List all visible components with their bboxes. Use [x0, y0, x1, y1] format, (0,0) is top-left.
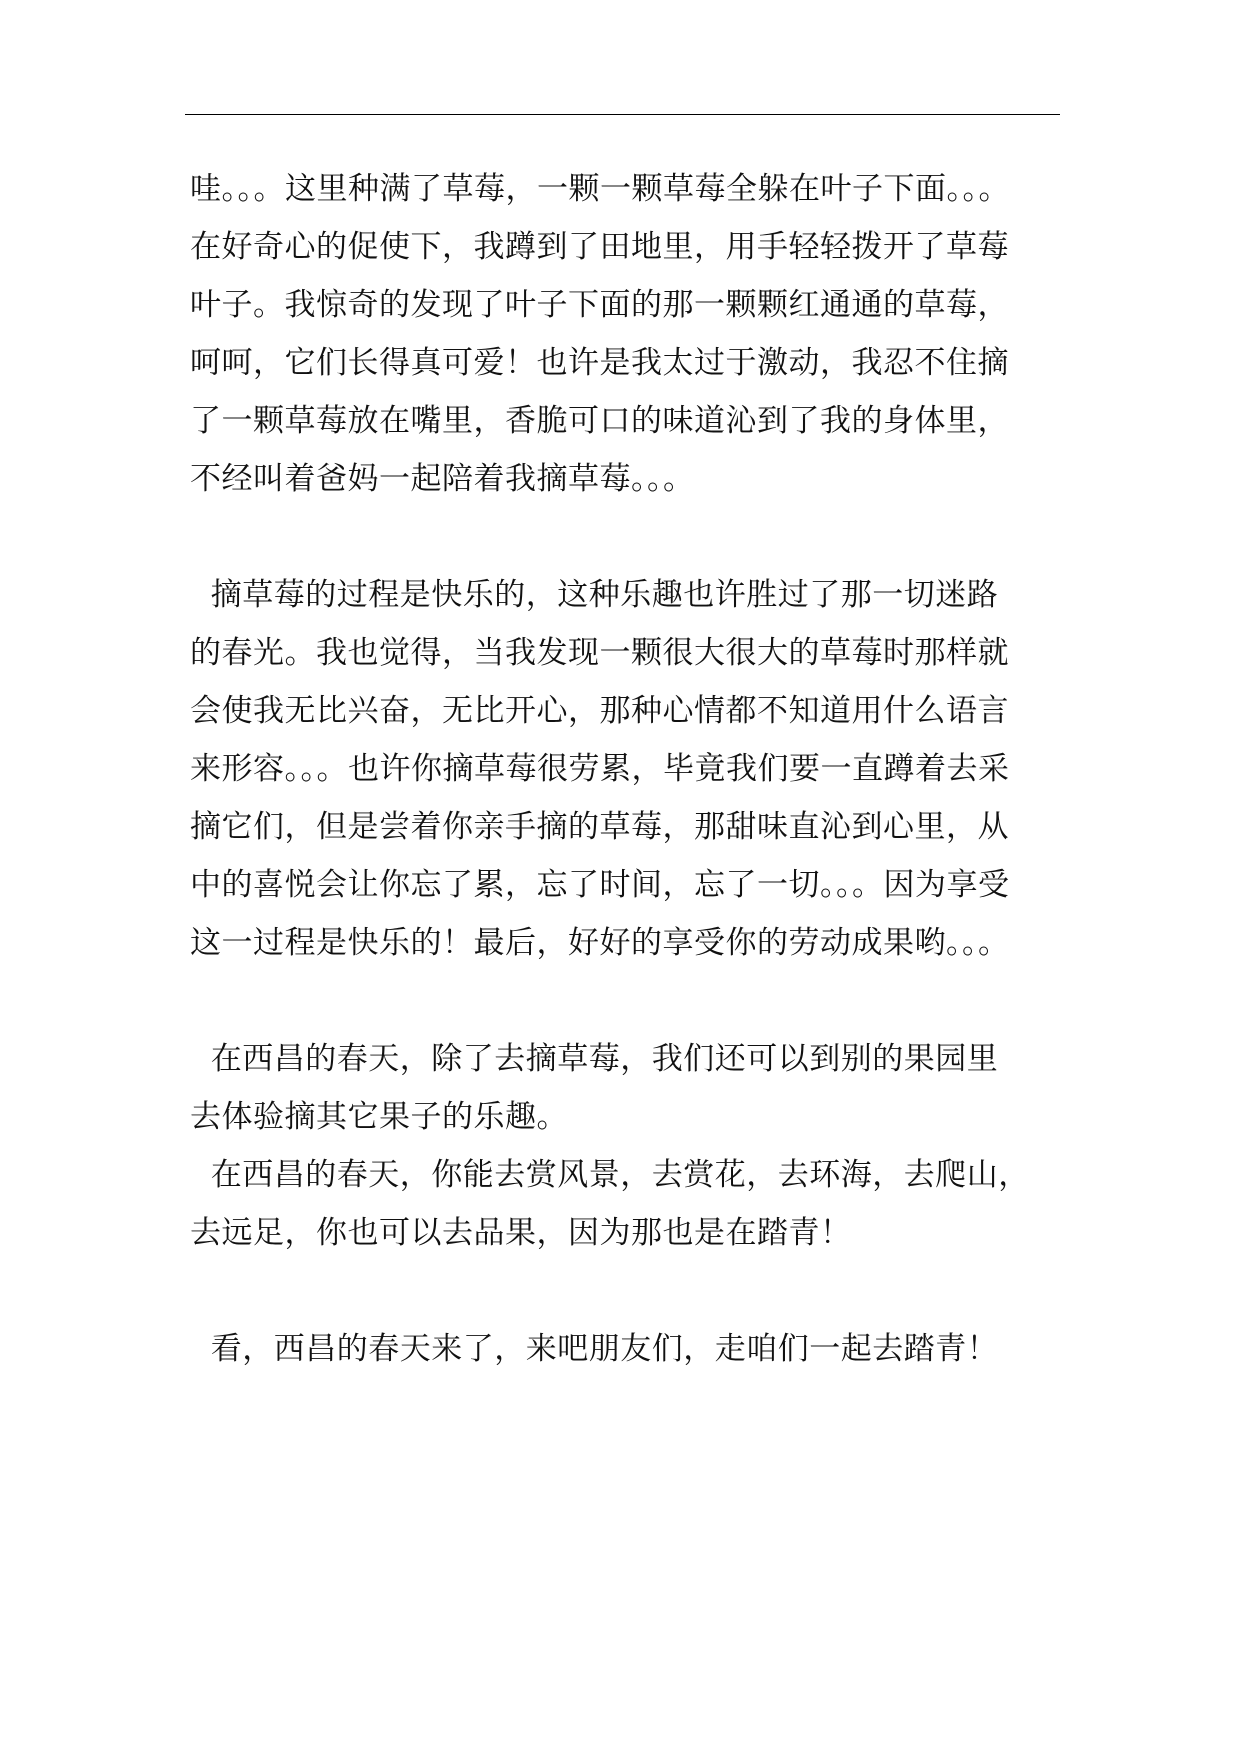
text-line: 这一过程是快乐的！最后，好好的享受你的劳动成果哟。。。 [190, 925, 1010, 961]
text-line: 摘它们，但是尝着你亲手摘的草莓，那甜味直沁到心里，从 [190, 809, 1009, 845]
text-line: 去体验摘其它果子的乐趣。 [190, 1099, 568, 1135]
paragraph-gap [190, 972, 1060, 1030]
text-line: 了一颗草莓放在嘴里，香脆可口的味道沁到了我的身体里， [190, 403, 1009, 439]
paragraph-4 [190, 1320, 1060, 1378]
paragraph-gap [190, 1262, 1060, 1320]
text-line: 哇。。。这里种满了草莓，一颗一颗草莓全躲在叶子下面。。。 [190, 171, 1010, 207]
text-line: 会使我无比兴奋，无比开心，那种心情都不知道用什么语言 [190, 693, 1009, 729]
text-line: 来形容。。。也许你摘草莓很劳累，毕竟我们要一直蹲着去采 [190, 751, 1010, 787]
text-line: 摘草莓的过程是快乐的，这种乐趣也许胜过了那一切迷路 [190, 577, 999, 613]
document-body [190, 160, 1060, 1378]
paragraph-1 [190, 160, 1060, 508]
paragraph-gap [190, 508, 1060, 566]
text-line: 中的喜悦会让你忘了累，忘了时间，忘了一切。。。因为享受 [190, 867, 1010, 903]
text-line: 看，西昌的春天来了，来吧朋友们，走咱们一起去踏青！ [190, 1331, 999, 1367]
text-line: 不经叫着爸妈一起陪着我摘草莓。。。 [190, 461, 695, 497]
text-line: 叶子。我惊奇的发现了叶子下面的那一颗颗红通通的草莓， [190, 287, 1009, 323]
text-line: 的春光。我也觉得，当我发现一颗很大很大的草莓时那样就 [190, 635, 1009, 671]
paragraph-3 [190, 1030, 1060, 1262]
text-line: 在西昌的春天，你能去赏风景，去赏花，去环海，去爬山， [190, 1157, 1030, 1193]
text-line: 去远足，你也可以去品果，因为那也是在踏青！ [190, 1215, 852, 1251]
paragraph-2 [190, 566, 1060, 972]
header-rule [185, 114, 1060, 115]
text-line: 在好奇心的促使下，我蹲到了田地里，用手轻轻拨开了草莓 [190, 229, 1009, 265]
text-line: 在西昌的春天，除了去摘草莓，我们还可以到别的果园里 [190, 1041, 999, 1077]
text-line: 呵呵，它们长得真可爱！也许是我太过于激动，我忍不住摘 [190, 345, 1009, 381]
